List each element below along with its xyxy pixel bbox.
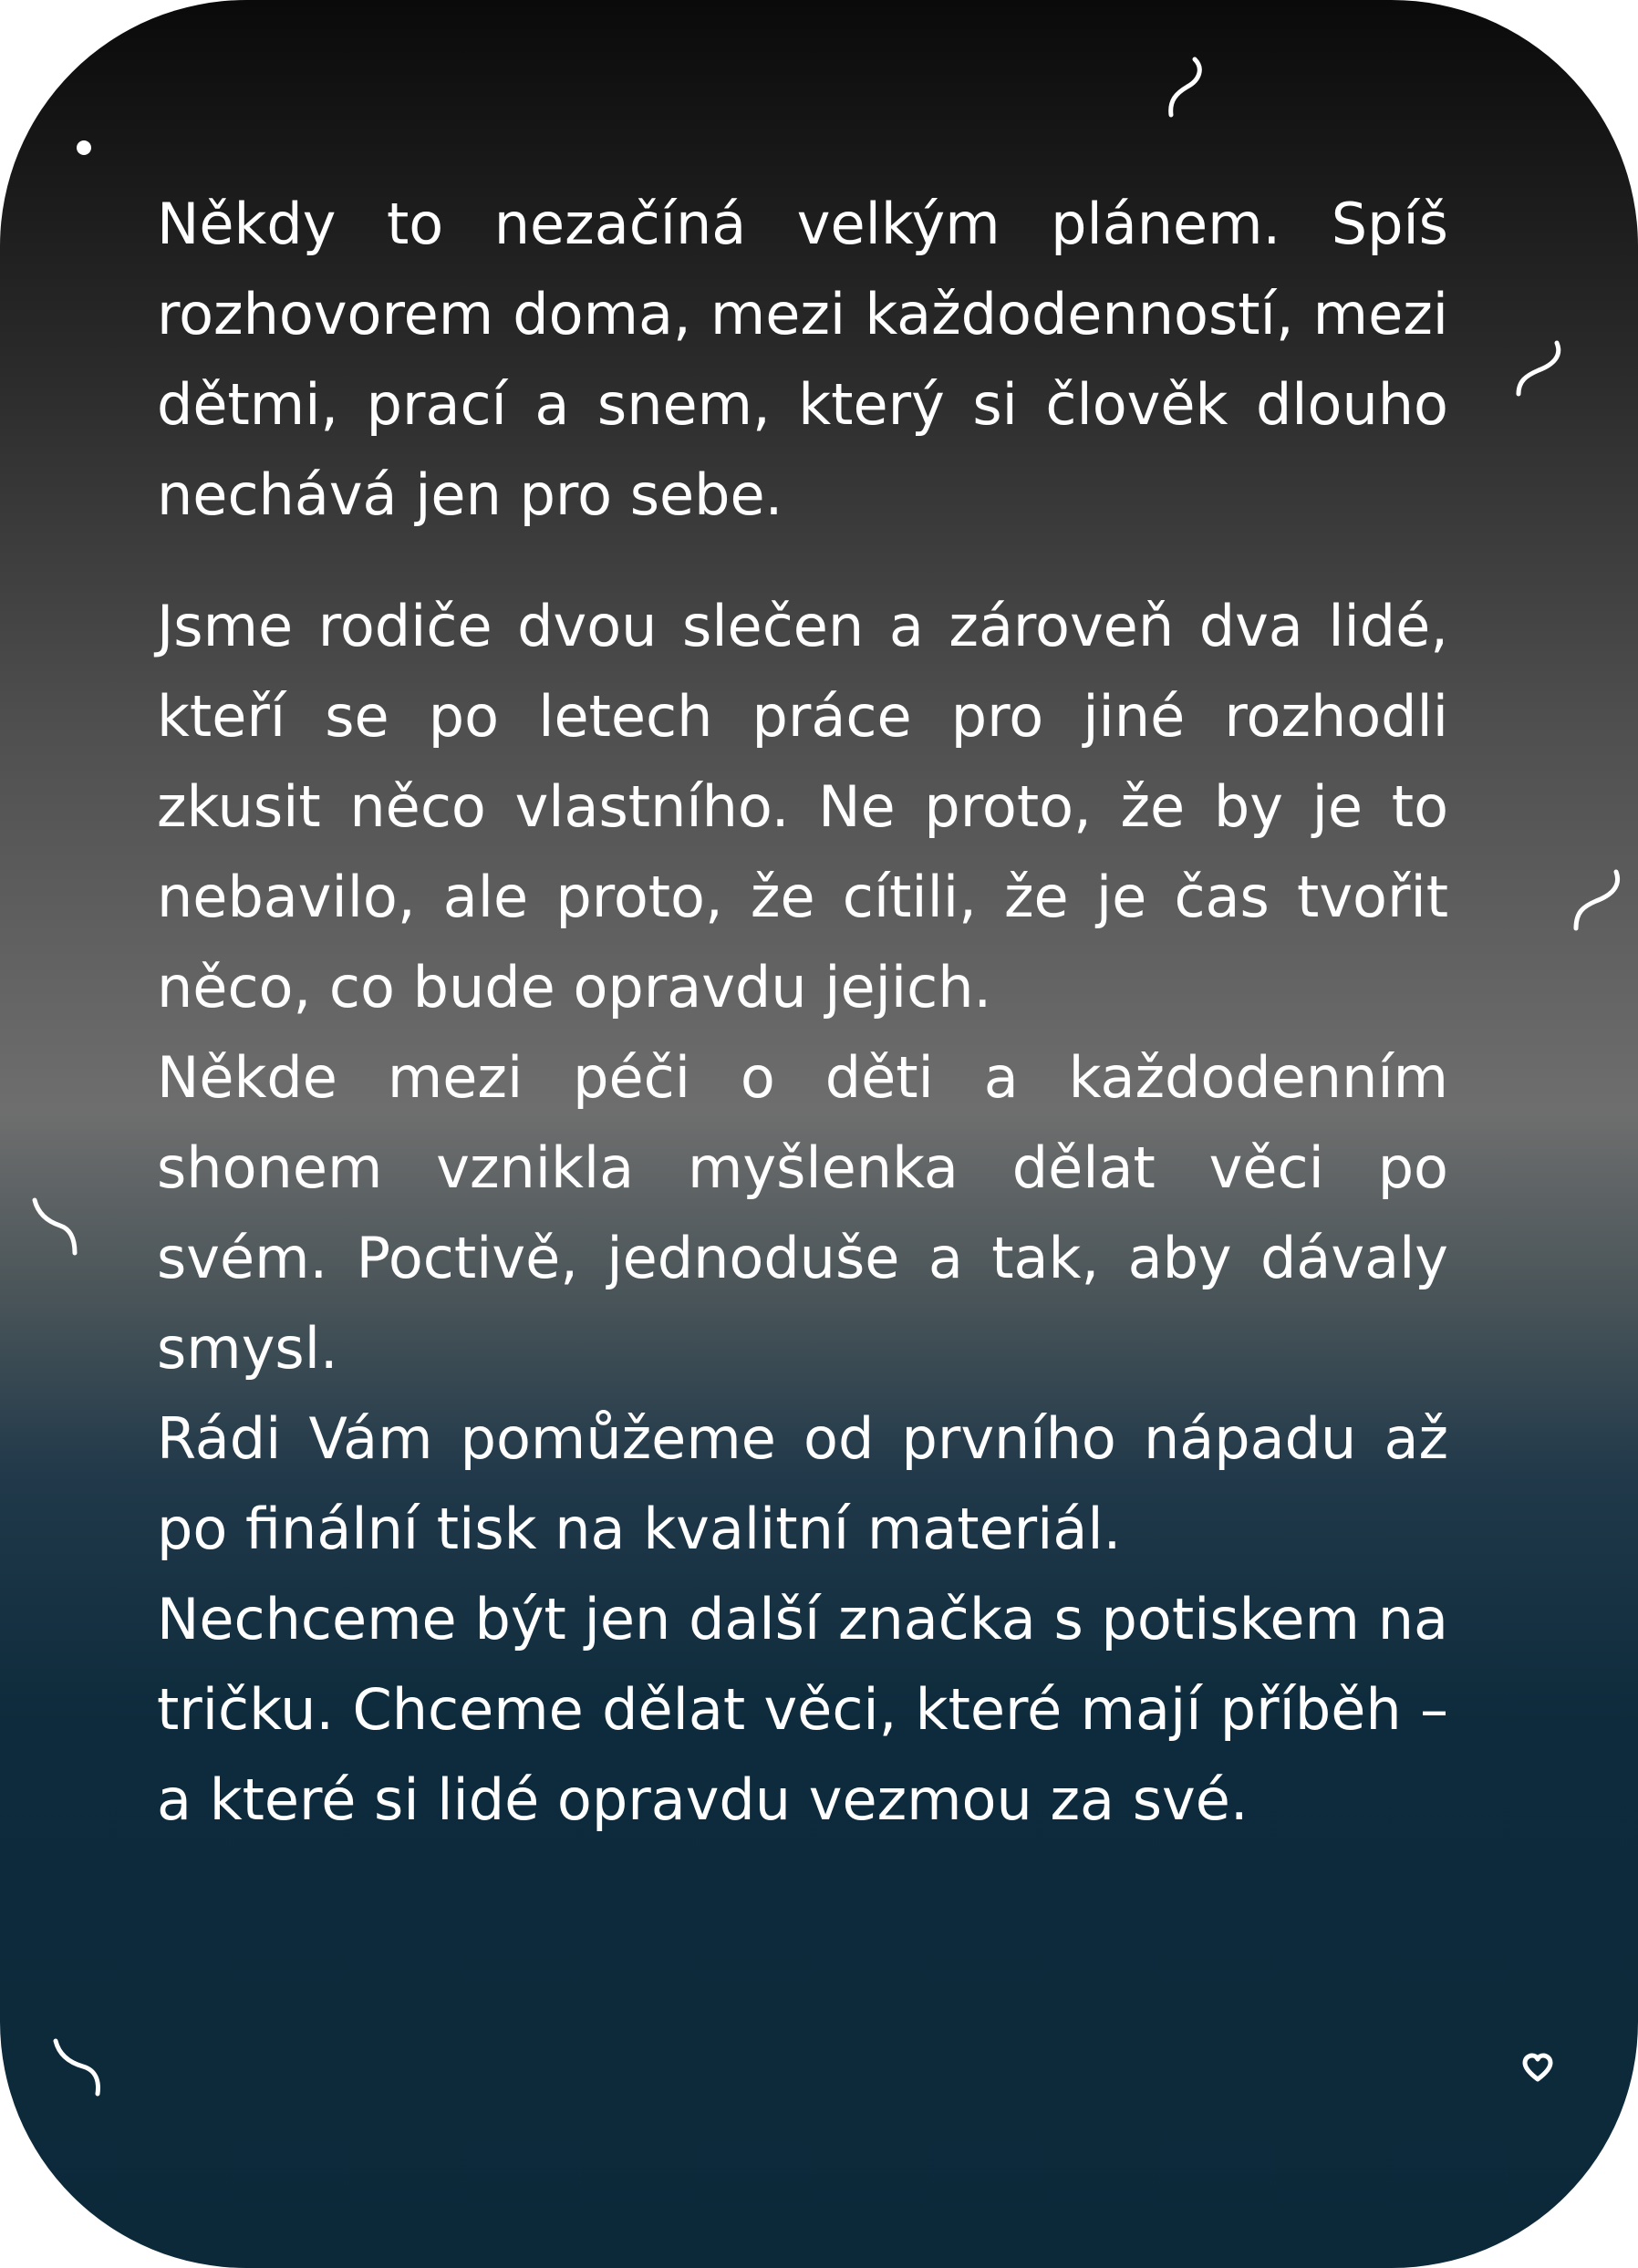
squiggle-icon <box>1509 337 1601 429</box>
paragraph-about-us: Jsme rodiče dvou slečen a zároveň dva lidé, kteří se po letech práce pro jiné rozhodli zkusit něco vlastního. Ne proto, že by je to nebavilo, ale proto, že cítili, že je čas tvořit něco, co bude opravdu jejich. <box>157 593 1448 1020</box>
squiggle-icon <box>1560 866 1638 958</box>
story-text <box>157 179 1448 1845</box>
squiggle-icon <box>1149 55 1240 146</box>
squiggle-icon <box>50 2034 141 2125</box>
squiggle-icon <box>27 1195 119 1286</box>
paragraph-mission: Nechceme být jen další značka s potiskem na tričku. Chceme dělat věci, které mají příběh – a které si lidé opravdu vezmou za své. <box>157 1586 1448 1833</box>
paragraph-idea: Někde mezi péči o děti a každodenním shonem vznikla myšlenka dělat věci po svém. Poctivě, jednoduše a tak, aby dávaly smysl. <box>157 1044 1448 1382</box>
paragraph-intro: Někdy to nezačíná velkým plánem. Spíš rozhovorem doma, mezi každodenností, mezi dětmi, prací a snem, který si člověk dlouho nechává jen pro sebe. <box>157 191 1448 528</box>
dot-icon <box>73 137 95 159</box>
paragraph-help: Rádi Vám pomůžeme od prvního nápadu až po finální tisk na kvalitní materiál. <box>157 1405 1448 1562</box>
heart-icon <box>1521 2052 1554 2085</box>
